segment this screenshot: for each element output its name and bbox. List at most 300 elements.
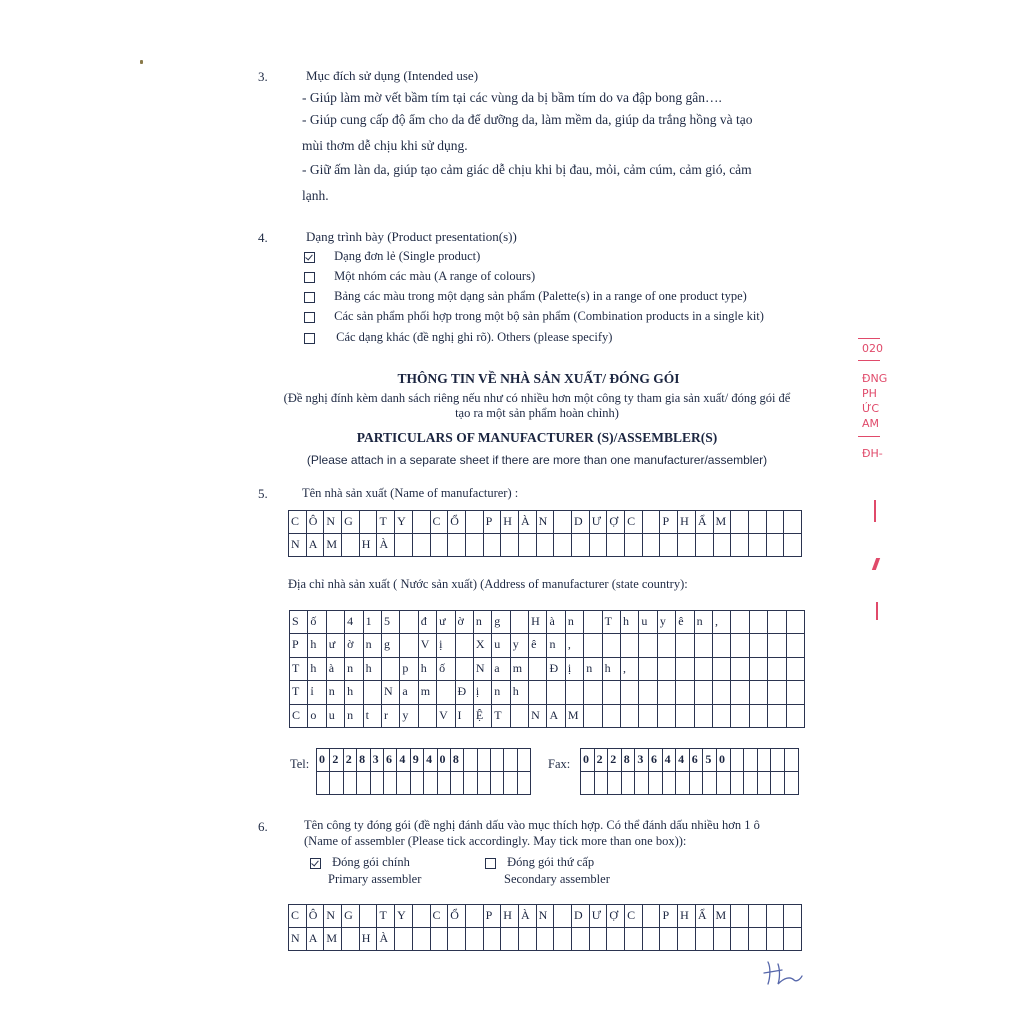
grid-cell[interactable] bbox=[787, 681, 805, 704]
grid-cell[interactable]: A bbox=[307, 928, 325, 951]
empty-cell[interactable] bbox=[330, 772, 343, 795]
digit-cell[interactable]: 9 bbox=[411, 749, 424, 772]
grid-cell[interactable]: Ẩ bbox=[696, 905, 714, 928]
grid-cell[interactable] bbox=[676, 634, 694, 657]
grid-cell[interactable] bbox=[607, 928, 625, 951]
empty-cell[interactable] bbox=[317, 772, 330, 795]
digit-cell[interactable]: 4 bbox=[397, 749, 410, 772]
grid-cell[interactable] bbox=[676, 658, 694, 681]
empty-cell[interactable] bbox=[595, 772, 609, 795]
empty-cell[interactable] bbox=[635, 772, 649, 795]
digit-cell[interactable]: 3 bbox=[635, 749, 649, 772]
grid-cell[interactable]: , bbox=[621, 658, 639, 681]
digit-cell[interactable]: 2 bbox=[608, 749, 622, 772]
grid-cell[interactable] bbox=[554, 928, 572, 951]
grid-cell[interactable] bbox=[625, 928, 643, 951]
grid-cell[interactable]: P bbox=[484, 511, 502, 534]
grid-cell[interactable] bbox=[658, 634, 676, 657]
grid-cell[interactable]: N bbox=[474, 658, 492, 681]
grid-cell[interactable] bbox=[456, 658, 474, 681]
grid-cell[interactable] bbox=[484, 928, 502, 951]
grid-cell[interactable] bbox=[360, 511, 378, 534]
grid-cell[interactable] bbox=[342, 534, 360, 557]
grid-cell[interactable]: n bbox=[474, 611, 492, 634]
grid-cell[interactable] bbox=[713, 658, 731, 681]
grid-cell[interactable]: n bbox=[695, 611, 713, 634]
grid-cell[interactable]: N bbox=[289, 534, 307, 557]
empty-cell[interactable] bbox=[663, 772, 677, 795]
grid-cell[interactable]: C bbox=[289, 905, 307, 928]
grid-cell[interactable]: M bbox=[714, 905, 732, 928]
grid-cell[interactable] bbox=[572, 928, 590, 951]
grid-cell[interactable] bbox=[767, 928, 785, 951]
grid-cell[interactable]: n bbox=[547, 634, 565, 657]
empty-cell[interactable] bbox=[357, 772, 370, 795]
grid-cell[interactable] bbox=[437, 681, 455, 704]
grid-cell[interactable]: y bbox=[400, 705, 418, 728]
grid-cell[interactable] bbox=[768, 634, 786, 657]
grid-cell[interactable]: ị bbox=[566, 658, 584, 681]
grid-cell[interactable]: Ổ bbox=[448, 905, 466, 928]
grid-cell[interactable] bbox=[714, 928, 732, 951]
grid-cell[interactable] bbox=[787, 634, 805, 657]
grid-cell[interactable]: ư bbox=[327, 634, 345, 657]
digit-cell[interactable]: 0 bbox=[717, 749, 731, 772]
checkbox-checked-icon[interactable] bbox=[310, 858, 321, 869]
empty-cell[interactable] bbox=[608, 772, 622, 795]
grid-cell[interactable]: V bbox=[437, 705, 455, 728]
grid-cell[interactable]: n bbox=[345, 705, 363, 728]
grid-cell[interactable]: N bbox=[537, 511, 555, 534]
digit-cell[interactable] bbox=[744, 749, 758, 772]
grid-cell[interactable] bbox=[603, 634, 621, 657]
empty-cell[interactable] bbox=[411, 772, 424, 795]
grid-cell[interactable]: C bbox=[431, 511, 449, 534]
grid-cell[interactable]: h bbox=[364, 658, 382, 681]
grid-cell[interactable] bbox=[419, 705, 437, 728]
grid-cell[interactable]: C bbox=[625, 511, 643, 534]
grid-cell[interactable]: N bbox=[324, 511, 342, 534]
grid-cell[interactable] bbox=[639, 634, 657, 657]
digit-cell[interactable]: 6 bbox=[690, 749, 704, 772]
grid-cell[interactable] bbox=[511, 705, 529, 728]
grid-cell[interactable] bbox=[519, 534, 537, 557]
grid-cell[interactable] bbox=[529, 681, 547, 704]
grid-cell[interactable]: u bbox=[327, 705, 345, 728]
checkbox-icon[interactable] bbox=[304, 272, 315, 283]
grid-cell[interactable] bbox=[750, 705, 768, 728]
grid-cell[interactable]: Ợ bbox=[607, 905, 625, 928]
grid-cell[interactable]: n bbox=[584, 658, 602, 681]
grid-cell[interactable] bbox=[547, 681, 565, 704]
grid-cell[interactable]: 1 bbox=[364, 611, 382, 634]
grid-cell[interactable] bbox=[360, 905, 378, 928]
grid-cell[interactable] bbox=[382, 658, 400, 681]
grid-cell[interactable]: n bbox=[364, 634, 382, 657]
grid-cell[interactable] bbox=[767, 511, 785, 534]
grid-cell[interactable]: ị bbox=[474, 681, 492, 704]
grid-cell[interactable]: , bbox=[566, 634, 584, 657]
grid-cell[interactable] bbox=[731, 705, 749, 728]
grid-cell[interactable] bbox=[660, 534, 678, 557]
digit-cell[interactable] bbox=[785, 749, 799, 772]
fax-grid[interactable] bbox=[580, 748, 799, 795]
empty-cell[interactable] bbox=[424, 772, 437, 795]
grid-cell[interactable]: t bbox=[364, 705, 382, 728]
grid-cell[interactable] bbox=[639, 705, 657, 728]
grid-cell[interactable]: G bbox=[342, 905, 360, 928]
grid-cell[interactable] bbox=[750, 611, 768, 634]
grid-cell[interactable] bbox=[731, 511, 749, 534]
empty-cell[interactable] bbox=[676, 772, 690, 795]
empty-cell[interactable] bbox=[344, 772, 357, 795]
grid-cell[interactable] bbox=[767, 905, 785, 928]
grid-cell[interactable]: a bbox=[400, 681, 418, 704]
digit-cell[interactable] bbox=[504, 749, 517, 772]
assembler-name-grid[interactable] bbox=[288, 904, 802, 951]
grid-cell[interactable] bbox=[658, 681, 676, 704]
grid-cell[interactable]: n bbox=[327, 681, 345, 704]
grid-cell[interactable]: H bbox=[501, 905, 519, 928]
grid-cell[interactable] bbox=[731, 658, 749, 681]
empty-cell[interactable] bbox=[649, 772, 663, 795]
grid-cell[interactable]: Ô bbox=[307, 905, 325, 928]
grid-cell[interactable]: H bbox=[360, 534, 378, 557]
grid-cell[interactable]: 4 bbox=[345, 611, 363, 634]
grid-cell[interactable]: A bbox=[307, 534, 325, 557]
grid-cell[interactable] bbox=[787, 705, 805, 728]
grid-cell[interactable] bbox=[466, 534, 484, 557]
grid-cell[interactable] bbox=[767, 534, 785, 557]
grid-cell[interactable]: h bbox=[308, 634, 326, 657]
checkbox-icon[interactable] bbox=[485, 858, 496, 869]
grid-cell[interactable]: H bbox=[529, 611, 547, 634]
grid-cell[interactable]: G bbox=[342, 511, 360, 534]
grid-cell[interactable] bbox=[713, 634, 731, 657]
grid-cell[interactable]: ỉ bbox=[308, 681, 326, 704]
grid-cell[interactable]: n bbox=[345, 658, 363, 681]
grid-cell[interactable] bbox=[695, 634, 713, 657]
grid-cell[interactable] bbox=[643, 534, 661, 557]
grid-cell[interactable] bbox=[413, 511, 431, 534]
grid-cell[interactable]: H bbox=[360, 928, 378, 951]
grid-cell[interactable] bbox=[696, 928, 714, 951]
digit-cell[interactable]: 8 bbox=[622, 749, 636, 772]
grid-cell[interactable]: Y bbox=[395, 905, 413, 928]
grid-cell[interactable]: T bbox=[290, 658, 308, 681]
presentation-option-others[interactable] bbox=[304, 330, 612, 345]
grid-cell[interactable] bbox=[643, 928, 661, 951]
grid-cell[interactable] bbox=[431, 928, 449, 951]
empty-cell[interactable] bbox=[518, 772, 531, 795]
empty-cell[interactable] bbox=[504, 772, 517, 795]
grid-cell[interactable]: T bbox=[290, 681, 308, 704]
empty-cell[interactable] bbox=[703, 772, 717, 795]
grid-cell[interactable]: à bbox=[327, 658, 345, 681]
grid-cell[interactable]: N bbox=[529, 705, 547, 728]
empty-cell[interactable] bbox=[581, 772, 595, 795]
grid-cell[interactable] bbox=[713, 705, 731, 728]
grid-cell[interactable] bbox=[448, 928, 466, 951]
grid-cell[interactable] bbox=[731, 534, 749, 557]
grid-cell[interactable] bbox=[749, 534, 767, 557]
grid-cell[interactable] bbox=[678, 534, 696, 557]
empty-cell[interactable] bbox=[690, 772, 704, 795]
grid-cell[interactable]: , bbox=[713, 611, 731, 634]
grid-cell[interactable] bbox=[466, 905, 484, 928]
grid-cell[interactable]: M bbox=[324, 928, 342, 951]
grid-cell[interactable] bbox=[584, 681, 602, 704]
grid-cell[interactable] bbox=[787, 611, 805, 634]
grid-cell[interactable] bbox=[554, 511, 572, 534]
grid-cell[interactable]: Ệ bbox=[474, 705, 492, 728]
grid-cell[interactable] bbox=[537, 534, 555, 557]
grid-cell[interactable] bbox=[676, 705, 694, 728]
checkbox-icon[interactable] bbox=[304, 312, 315, 323]
grid-cell[interactable] bbox=[639, 681, 657, 704]
grid-cell[interactable]: đ bbox=[419, 611, 437, 634]
grid-cell[interactable]: C bbox=[431, 905, 449, 928]
grid-cell[interactable]: N bbox=[382, 681, 400, 704]
grid-cell[interactable]: C bbox=[290, 705, 308, 728]
grid-cell[interactable]: T bbox=[603, 611, 621, 634]
grid-cell[interactable]: Ổ bbox=[448, 511, 466, 534]
grid-cell[interactable] bbox=[413, 534, 431, 557]
empty-cell[interactable] bbox=[451, 772, 464, 795]
grid-cell[interactable]: Ư bbox=[590, 511, 608, 534]
grid-cell[interactable] bbox=[537, 928, 555, 951]
digit-cell[interactable] bbox=[478, 749, 491, 772]
grid-cell[interactable]: À bbox=[519, 905, 537, 928]
grid-cell[interactable] bbox=[784, 928, 802, 951]
grid-cell[interactable] bbox=[643, 905, 661, 928]
grid-cell[interactable]: ờ bbox=[345, 634, 363, 657]
digit-cell[interactable]: 4 bbox=[676, 749, 690, 772]
grid-cell[interactable] bbox=[466, 511, 484, 534]
digit-cell[interactable]: 2 bbox=[595, 749, 609, 772]
grid-cell[interactable] bbox=[501, 534, 519, 557]
grid-cell[interactable]: à bbox=[547, 611, 565, 634]
digit-cell[interactable]: 0 bbox=[581, 749, 595, 772]
empty-cell[interactable] bbox=[771, 772, 785, 795]
digit-cell[interactable]: 8 bbox=[451, 749, 464, 772]
grid-cell[interactable] bbox=[554, 534, 572, 557]
grid-cell[interactable]: ố bbox=[308, 611, 326, 634]
checkbox-icon[interactable] bbox=[304, 333, 315, 344]
grid-cell[interactable]: N bbox=[289, 928, 307, 951]
digit-cell[interactable] bbox=[491, 749, 504, 772]
grid-cell[interactable] bbox=[554, 905, 572, 928]
grid-cell[interactable]: ê bbox=[529, 634, 547, 657]
manufacturer-name-grid[interactable] bbox=[288, 510, 802, 557]
grid-cell[interactable]: V bbox=[419, 634, 437, 657]
grid-cell[interactable]: A bbox=[547, 705, 565, 728]
tel-grid[interactable] bbox=[316, 748, 531, 795]
grid-cell[interactable] bbox=[590, 534, 608, 557]
empty-cell[interactable] bbox=[438, 772, 451, 795]
grid-cell[interactable]: Y bbox=[395, 511, 413, 534]
grid-cell[interactable] bbox=[342, 928, 360, 951]
grid-cell[interactable] bbox=[749, 511, 767, 534]
grid-cell[interactable] bbox=[327, 611, 345, 634]
empty-cell[interactable] bbox=[744, 772, 758, 795]
grid-cell[interactable] bbox=[749, 905, 767, 928]
grid-cell[interactable]: u bbox=[639, 611, 657, 634]
grid-cell[interactable]: P bbox=[484, 905, 502, 928]
assembler-secondary-option[interactable] bbox=[485, 855, 594, 870]
grid-cell[interactable]: h bbox=[308, 658, 326, 681]
grid-cell[interactable]: T bbox=[377, 905, 395, 928]
grid-cell[interactable] bbox=[676, 681, 694, 704]
grid-cell[interactable] bbox=[678, 928, 696, 951]
grid-cell[interactable] bbox=[584, 705, 602, 728]
grid-cell[interactable]: C bbox=[289, 511, 307, 534]
grid-cell[interactable]: D bbox=[572, 905, 590, 928]
grid-cell[interactable]: h bbox=[603, 658, 621, 681]
grid-cell[interactable]: h bbox=[511, 681, 529, 704]
grid-cell[interactable] bbox=[695, 705, 713, 728]
presentation-option-range[interactable] bbox=[304, 269, 535, 284]
grid-cell[interactable] bbox=[639, 658, 657, 681]
grid-cell[interactable] bbox=[590, 928, 608, 951]
grid-cell[interactable]: n bbox=[492, 681, 510, 704]
empty-cell[interactable] bbox=[758, 772, 772, 795]
grid-cell[interactable] bbox=[784, 905, 802, 928]
grid-cell[interactable]: g bbox=[492, 611, 510, 634]
grid-cell[interactable]: M bbox=[324, 534, 342, 557]
grid-cell[interactable] bbox=[413, 928, 431, 951]
grid-cell[interactable] bbox=[731, 681, 749, 704]
grid-cell[interactable]: ố bbox=[437, 658, 455, 681]
grid-cell[interactable]: ờ bbox=[456, 611, 474, 634]
digit-cell[interactable]: 4 bbox=[424, 749, 437, 772]
grid-cell[interactable]: a bbox=[492, 658, 510, 681]
grid-cell[interactable]: Ẩ bbox=[696, 511, 714, 534]
grid-cell[interactable]: Ư bbox=[590, 905, 608, 928]
grid-cell[interactable] bbox=[364, 681, 382, 704]
grid-cell[interactable] bbox=[784, 511, 802, 534]
grid-cell[interactable]: r bbox=[382, 705, 400, 728]
grid-cell[interactable] bbox=[643, 511, 661, 534]
grid-cell[interactable]: g bbox=[382, 634, 400, 657]
grid-cell[interactable] bbox=[696, 534, 714, 557]
empty-cell[interactable] bbox=[785, 772, 799, 795]
grid-cell[interactable]: P bbox=[660, 905, 678, 928]
grid-cell[interactable] bbox=[529, 658, 547, 681]
digit-cell[interactable]: 6 bbox=[384, 749, 397, 772]
grid-cell[interactable] bbox=[413, 905, 431, 928]
grid-cell[interactable] bbox=[768, 611, 786, 634]
grid-cell[interactable]: p bbox=[400, 658, 418, 681]
grid-cell[interactable]: X bbox=[474, 634, 492, 657]
empty-cell[interactable] bbox=[622, 772, 636, 795]
digit-cell[interactable]: 2 bbox=[330, 749, 343, 772]
grid-cell[interactable]: h bbox=[621, 611, 639, 634]
grid-cell[interactable]: o bbox=[308, 705, 326, 728]
presentation-option-combination[interactable] bbox=[304, 309, 764, 324]
grid-cell[interactable] bbox=[768, 705, 786, 728]
empty-cell[interactable] bbox=[491, 772, 504, 795]
grid-cell[interactable]: I bbox=[456, 705, 474, 728]
grid-cell[interactable] bbox=[584, 634, 602, 657]
grid-cell[interactable] bbox=[484, 534, 502, 557]
grid-cell[interactable]: Ô bbox=[307, 511, 325, 534]
grid-cell[interactable]: N bbox=[537, 905, 555, 928]
grid-cell[interactable]: h bbox=[345, 681, 363, 704]
grid-cell[interactable] bbox=[448, 534, 466, 557]
grid-cell[interactable]: M bbox=[566, 705, 584, 728]
digit-cell[interactable]: 3 bbox=[371, 749, 384, 772]
grid-cell[interactable] bbox=[750, 681, 768, 704]
digit-cell[interactable]: 6 bbox=[649, 749, 663, 772]
presentation-option-single[interactable] bbox=[304, 249, 480, 264]
grid-cell[interactable]: P bbox=[660, 511, 678, 534]
grid-cell[interactable] bbox=[768, 681, 786, 704]
grid-cell[interactable] bbox=[395, 928, 413, 951]
empty-cell[interactable] bbox=[731, 772, 745, 795]
grid-cell[interactable]: h bbox=[419, 658, 437, 681]
grid-cell[interactable] bbox=[768, 658, 786, 681]
grid-cell[interactable]: H bbox=[678, 511, 696, 534]
grid-cell[interactable] bbox=[621, 705, 639, 728]
checkbox-icon[interactable] bbox=[304, 292, 315, 303]
empty-cell[interactable] bbox=[384, 772, 397, 795]
grid-cell[interactable] bbox=[713, 681, 731, 704]
digit-cell[interactable]: 5 bbox=[703, 749, 717, 772]
grid-cell[interactable]: T bbox=[492, 705, 510, 728]
grid-cell[interactable]: u bbox=[492, 634, 510, 657]
grid-cell[interactable] bbox=[603, 705, 621, 728]
assembler-primary-option[interactable] bbox=[310, 855, 410, 870]
grid-cell[interactable]: ị bbox=[437, 634, 455, 657]
grid-cell[interactable]: P bbox=[290, 634, 308, 657]
grid-cell[interactable] bbox=[566, 681, 584, 704]
grid-cell[interactable] bbox=[456, 634, 474, 657]
grid-cell[interactable]: À bbox=[519, 511, 537, 534]
grid-cell[interactable] bbox=[750, 658, 768, 681]
manufacturer-address-grid[interactable] bbox=[289, 610, 805, 728]
grid-cell[interactable] bbox=[621, 634, 639, 657]
empty-cell[interactable] bbox=[397, 772, 410, 795]
grid-cell[interactable] bbox=[431, 534, 449, 557]
digit-cell[interactable] bbox=[771, 749, 785, 772]
grid-cell[interactable] bbox=[395, 534, 413, 557]
digit-cell[interactable] bbox=[464, 749, 477, 772]
grid-cell[interactable] bbox=[731, 905, 749, 928]
grid-cell[interactable] bbox=[584, 611, 602, 634]
digit-cell[interactable]: 2 bbox=[344, 749, 357, 772]
grid-cell[interactable] bbox=[501, 928, 519, 951]
digit-cell[interactable]: 0 bbox=[317, 749, 330, 772]
grid-cell[interactable] bbox=[621, 681, 639, 704]
grid-cell[interactable]: m bbox=[511, 658, 529, 681]
digit-cell[interactable]: 4 bbox=[663, 749, 677, 772]
presentation-option-palette[interactable] bbox=[304, 289, 747, 304]
empty-cell[interactable] bbox=[371, 772, 384, 795]
grid-cell[interactable] bbox=[784, 534, 802, 557]
grid-cell[interactable]: H bbox=[501, 511, 519, 534]
grid-cell[interactable]: À bbox=[377, 928, 395, 951]
grid-cell[interactable] bbox=[750, 634, 768, 657]
grid-cell[interactable] bbox=[400, 634, 418, 657]
grid-cell[interactable]: n bbox=[566, 611, 584, 634]
empty-cell[interactable] bbox=[478, 772, 491, 795]
grid-cell[interactable]: À bbox=[377, 534, 395, 557]
grid-cell[interactable] bbox=[519, 928, 537, 951]
grid-cell[interactable]: m bbox=[419, 681, 437, 704]
grid-cell[interactable] bbox=[714, 534, 732, 557]
checkbox-checked-icon[interactable] bbox=[304, 252, 315, 263]
